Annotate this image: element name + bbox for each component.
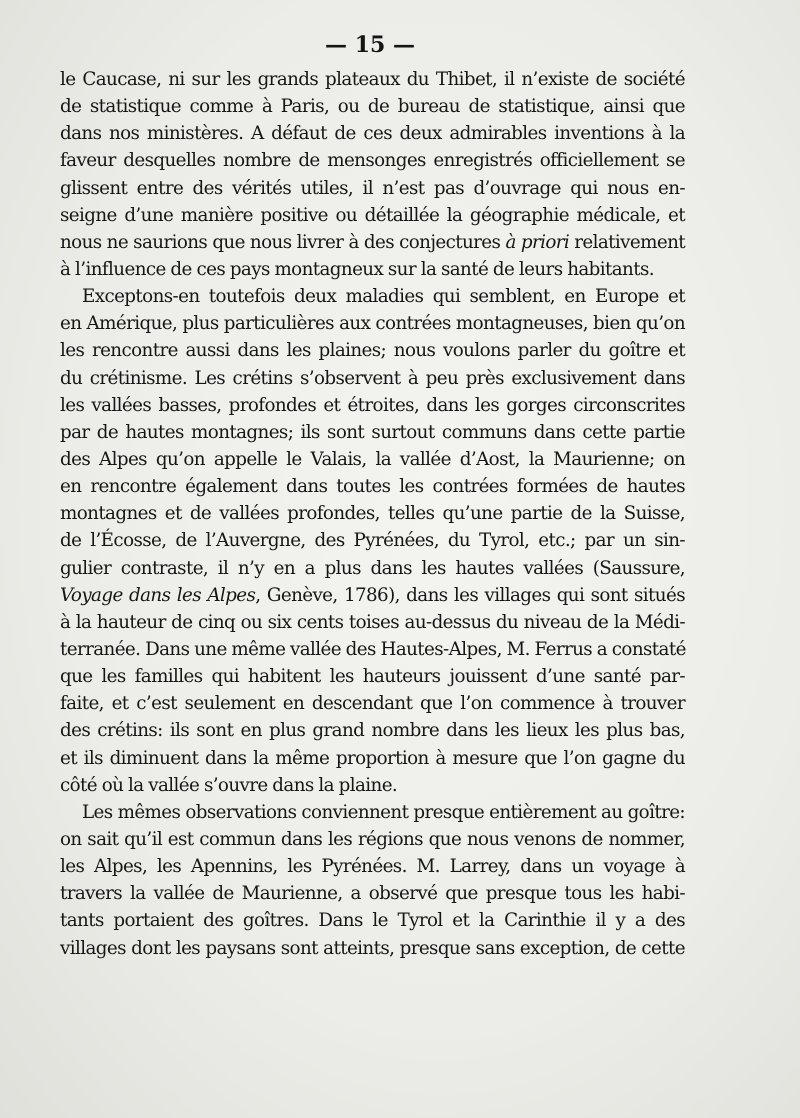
line-text: dans nos ministères. A défaut de ces deux admirables inventions à la bbox=[60, 123, 685, 145]
line-text: les Alpes, les Apennins, les Pyrénées. M. Larrey, dans un voyage à bbox=[60, 856, 685, 878]
text-line bbox=[60, 446, 685, 473]
line-text-after: relativement bbox=[569, 231, 686, 253]
text-line bbox=[60, 853, 685, 880]
line-text: on sait qu’il est commun dans les régions que nous venons de nommer, bbox=[60, 828, 685, 850]
line-text: travers la vallée de Maurienne, a observé que presque tous les habi- bbox=[60, 883, 685, 905]
text-line bbox=[60, 147, 685, 174]
line-text: à la hauteur de cinq ou six cents toises au-dessus du niveau de la Médi- bbox=[60, 611, 685, 633]
text-line bbox=[60, 283, 685, 310]
line-text: des Alpes qu’on appelle le Valais, la vallée d’Aost, la Maurienne; on bbox=[60, 448, 685, 470]
text-line bbox=[60, 365, 685, 392]
line-text: faveur desquelles nombre de mensonges enregistrés officiellement se bbox=[60, 150, 685, 172]
line-text-italic: Voyage dans les Alpes bbox=[60, 584, 256, 606]
text-line bbox=[60, 120, 685, 147]
line-text: à l’influence de ces pays montagneux sur la santé de leurs habitants. bbox=[60, 258, 654, 280]
line-text: Exceptons-en toutefois deux maladies qui semblent, en Europe et bbox=[82, 286, 685, 308]
line-text: le Caucase, ni sur les grands plateaux du Thibet, il n’existe de société bbox=[60, 69, 685, 90]
line-text: du crétinisme. Les crétins s’observent à peu près exclusivement dans bbox=[60, 367, 685, 389]
text-line bbox=[60, 392, 685, 419]
text-line bbox=[60, 582, 685, 609]
text-line bbox=[60, 202, 685, 229]
text-line bbox=[60, 880, 685, 907]
line-text: faite, et c’est seulement en descendant que l’on commence à trouver bbox=[60, 693, 685, 715]
line-text: et ils diminuent dans la même proportion à mesure que l’on gagne du bbox=[60, 747, 685, 769]
line-text: les vallées basses, profondes et étroites, dans les gorges circonscrites bbox=[60, 394, 685, 416]
line-text: terranée. Dans une même vallée des Hautes-Alpes, M. Ferrus a constaté bbox=[60, 638, 686, 660]
line-text: des crétins: ils sont en plus grand nombre dans les lieux les plus bas, bbox=[60, 720, 685, 742]
text-line bbox=[60, 745, 685, 772]
line-text: les rencontre aussi dans les plaines; nous voulons parler du goître et bbox=[60, 340, 685, 362]
text-line bbox=[60, 935, 685, 962]
line-text: villages dont les paysans sont atteints, presque sans exception, de cette bbox=[60, 937, 685, 959]
text-line bbox=[60, 419, 685, 446]
text-line bbox=[60, 175, 685, 202]
text-line bbox=[60, 256, 685, 283]
text-line bbox=[60, 93, 685, 120]
text-line bbox=[60, 337, 685, 364]
line-text: que les familles qui habitent les hauteurs jouissent d’une santé par- bbox=[60, 666, 685, 688]
line-text: gulier contraste, il n’y en a plus dans les hautes vallées (Saussure, bbox=[60, 557, 685, 579]
line-text: Les mêmes observations conviennent presque entièrement au goître: bbox=[82, 801, 685, 823]
text-line bbox=[60, 500, 685, 527]
line-text: par de hautes montagnes; ils sont surtout communs dans cette partie bbox=[60, 421, 685, 443]
text-line bbox=[60, 555, 685, 582]
page-number: — 15 — bbox=[325, 32, 415, 58]
line-text: de statistique comme à Paris, ou de bureau de statistique, ainsi que bbox=[60, 96, 685, 118]
text-line bbox=[60, 636, 685, 663]
text-line bbox=[60, 609, 685, 636]
body-text bbox=[60, 66, 685, 962]
line-text: tants portaient des goîtres. Dans le Tyrol et la Carinthie il y a des bbox=[60, 910, 685, 932]
text-line bbox=[60, 907, 685, 934]
line-text-before: nous ne saurions que nous livrer à des conjectures bbox=[60, 231, 506, 253]
line-text: seigne d’une manière positive ou détaillée la géographie médicale, et bbox=[60, 204, 685, 226]
line-text-after: , Genève, 1786), dans les villages qui sont situés bbox=[255, 584, 685, 606]
text-line bbox=[60, 310, 685, 337]
text-line bbox=[60, 826, 685, 853]
line-text: côté où la vallée s’ouvre dans la plaine. bbox=[60, 774, 398, 796]
text-line bbox=[60, 229, 685, 256]
text-line bbox=[60, 799, 685, 826]
line-text: montagnes et de vallées profondes, telles qu’une partie de la Suisse, bbox=[60, 503, 685, 525]
text-line bbox=[60, 473, 685, 500]
text-line bbox=[60, 527, 685, 554]
line-text-italic: à priori bbox=[505, 231, 570, 253]
line-text: de l’Écosse, de l’Auvergne, des Pyrénées, du Tyrol, etc.; par un sin- bbox=[60, 530, 685, 552]
text-line bbox=[60, 772, 685, 799]
text-line bbox=[60, 690, 685, 717]
line-text: en Amérique, plus particulières aux contrées montagneuses, bien qu’on bbox=[60, 313, 685, 335]
text-line bbox=[60, 66, 685, 93]
line-text: glissent entre des vérités utiles, il n’est pas d’ouvrage qui nous en- bbox=[60, 177, 685, 199]
text-line bbox=[60, 663, 685, 690]
line-text: en rencontre également dans toutes les contrées formées de hautes bbox=[60, 476, 685, 498]
text-line bbox=[60, 717, 685, 744]
